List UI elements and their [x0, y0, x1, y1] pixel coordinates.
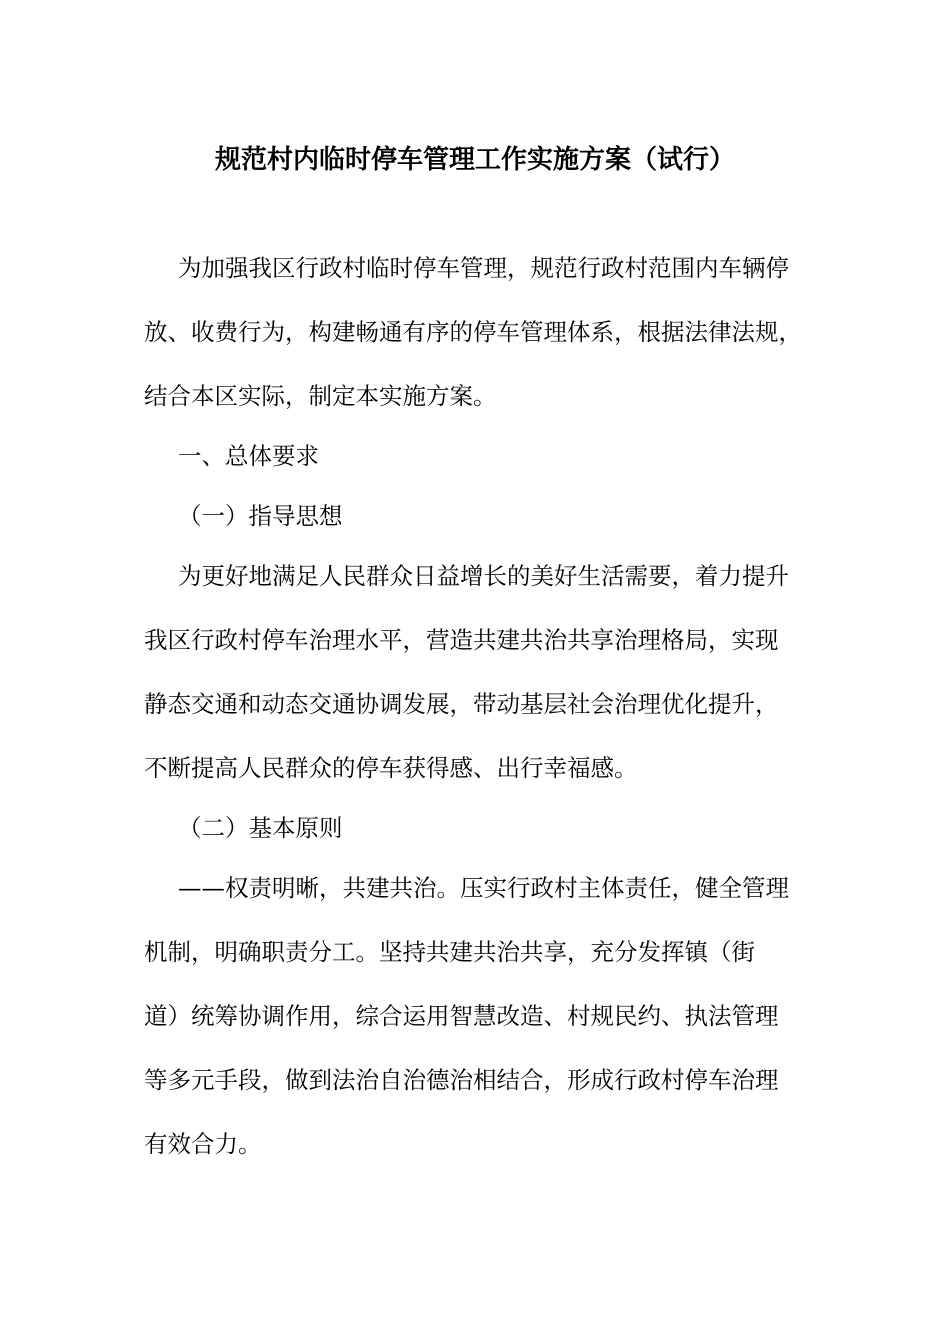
- paragraph-line: 机制，明确职责分工。坚持共建共治共享，充分发挥镇（街: [144, 938, 755, 966]
- paragraph-line: 有效合力。: [144, 1130, 262, 1158]
- subsection-heading: （二）基本原则: [178, 814, 343, 842]
- document-title: 规范村内临时停车管理工作实施方案（试行）: [214, 145, 735, 175]
- intro-line: 结合本区实际，制定本实施方案。: [144, 382, 497, 410]
- paragraph-line: 等多元手段，做到法治自治德治相结合，形成行政村停车治理: [144, 1066, 779, 1094]
- paragraph-line: 为更好地满足人民群众日益增长的美好生活需要，着力提升: [178, 562, 789, 590]
- intro-line: 为加强我区行政村临时停车管理，规范行政村范围内车辆停: [178, 254, 789, 282]
- paragraph-line: 道）统筹协调作用，综合运用智慧改造、村规民约、执法管理: [144, 1002, 779, 1030]
- section-heading: 一、总体要求: [178, 442, 319, 470]
- paragraph-line: 我区行政村停车治理水平，营造共建共治共享治理格局，实现: [144, 626, 779, 654]
- paragraph-line: 不断提高人民群众的停车获得感、出行幸福感。: [144, 754, 638, 782]
- subsection-heading: （一）指导思想: [178, 502, 343, 530]
- paragraph-line: 静态交通和动态交通协调发展，带动基层社会治理优化提升，: [144, 690, 779, 718]
- intro-line: 放、收费行为，构建畅通有序的停车管理体系，根据法律法规，: [144, 318, 802, 346]
- paragraph-line: ——权责明晰，共建共治。压实行政村主体责任，健全管理: [178, 874, 789, 902]
